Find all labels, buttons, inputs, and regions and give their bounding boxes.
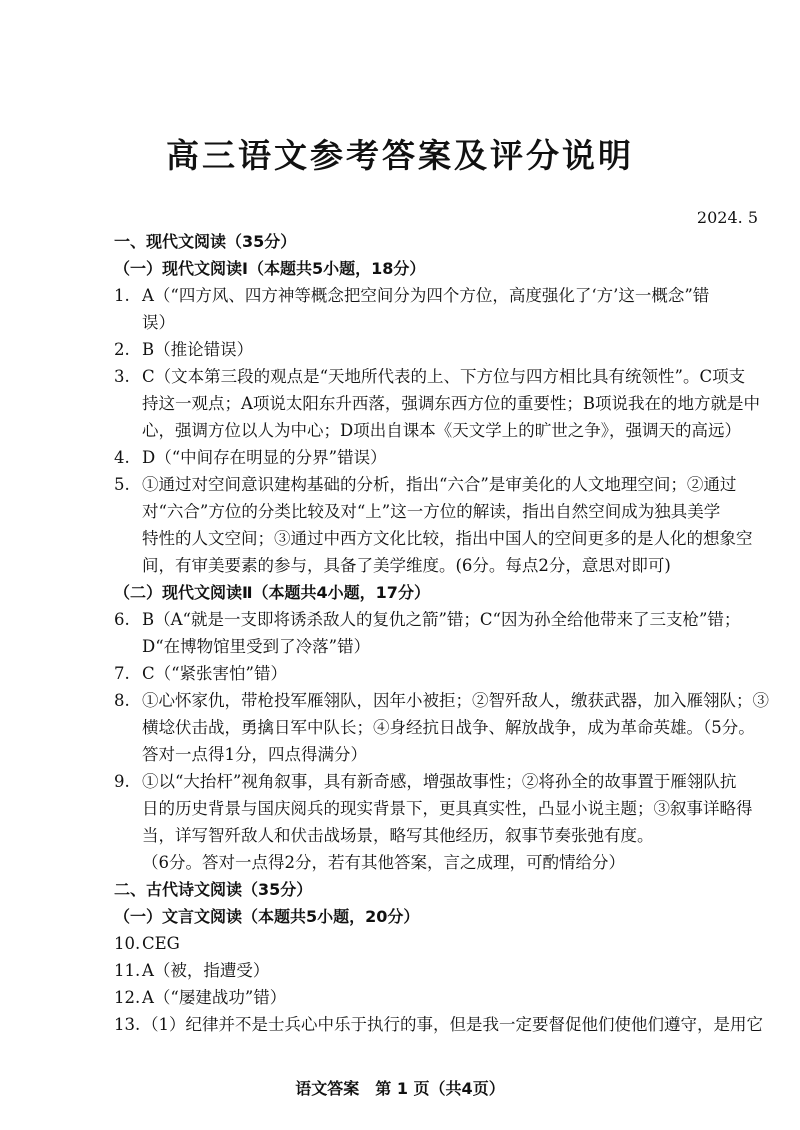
answer-item bbox=[114, 471, 790, 498]
item-text: B（推论错误） bbox=[142, 340, 254, 359]
item-number: 3. bbox=[114, 367, 130, 386]
item-text: A（被，指遭受） bbox=[142, 961, 270, 980]
answer-item bbox=[114, 768, 790, 795]
answer-continuation: 日的历史背景与国庆阅兵的现实背景下，更具真实性，凸显小说主题；③叙事详略得 bbox=[142, 799, 753, 818]
item-text: ①通过对空间意识建构基础的分析，指出“六合”是审美化的人文地理空间；②通过 bbox=[142, 475, 737, 494]
item-number: 12. bbox=[114, 988, 141, 1007]
answer-continuation: 对“六合”方位的分类比较及对“上”这一方位的解读，指出自然空间成为独具美学 bbox=[142, 502, 721, 521]
item-text: CEG bbox=[142, 934, 180, 953]
section-heading: 一、现代文阅读（35分） bbox=[114, 232, 297, 251]
answer-continuation: 持这一观点；A项说太阳东升西落，强调东西方位的重要性；B项说我在的地方就是中 bbox=[142, 394, 761, 413]
answer-continuation: D“在博物馆里受到了冷落”错） bbox=[142, 637, 371, 656]
answer-item bbox=[114, 957, 790, 984]
page-footer: 语文答案 第 1 页（共4页） bbox=[295, 1079, 505, 1098]
item-text: C（文本第三段的观点是“天地所代表的上、下方位与四方相比具有统领性”。C项支 bbox=[142, 367, 746, 386]
answer-continuation: 横埝伏击战，勇擒日军中队长；④身经抗日战争、解放战争，成为革命英雄。（5分。 bbox=[142, 718, 755, 737]
answer-item bbox=[114, 984, 790, 1011]
item-text: C（“紧张害怕”错） bbox=[142, 664, 287, 683]
answer-item bbox=[114, 363, 790, 390]
item-number: 13. bbox=[114, 1015, 141, 1034]
item-number: 9. bbox=[114, 772, 130, 791]
answer-item bbox=[114, 282, 790, 309]
answer-continuation: 间，有审美要素的参与，具备了美学维度。(6分。每点2分，意思对即可) bbox=[142, 556, 671, 575]
item-text: A（“屡建战功”错） bbox=[142, 988, 287, 1007]
answer-item bbox=[114, 687, 790, 714]
item-number: 8. bbox=[114, 691, 130, 710]
answer-continuation: 答对一点得1分，四点得满分） bbox=[142, 745, 367, 764]
answer-item bbox=[114, 930, 790, 957]
item-number: 4. bbox=[114, 448, 130, 467]
item-number: 2. bbox=[114, 340, 130, 359]
item-number: 7. bbox=[114, 664, 130, 683]
item-text: ①心怀家仇，带枪投军雁翎队，因年小被拒；②智歼敌人，缴获武器，加入雁翎队；③ bbox=[142, 691, 769, 710]
answer-item bbox=[114, 660, 790, 687]
item-text: A（“四方风、四方神等概念把空间分为四个方位，高度强化了‘方’这一概念”错 bbox=[142, 286, 710, 305]
item-number: 1. bbox=[114, 286, 130, 305]
item-text: （1）纪律并不是士兵心中乐于执行的事，但是我一定要督促他们使他们遵守，是用它 bbox=[142, 1015, 763, 1034]
answer-item bbox=[114, 444, 790, 471]
answer-continuation: 当，详写智歼敌人和伏击战场景，略写其他经历，叙事节奏张弛有度。 bbox=[142, 826, 654, 845]
item-text: D（“中间存在明显的分界”错误） bbox=[142, 448, 387, 467]
item-text: ①以“大抬杆”视角叙事，具有新奇感，增强故事性；②将孙全的故事置于雁翎队抗 bbox=[142, 772, 737, 791]
answer-continuation: 特性的人文空间；③通过中西方文化比较，指出中国人的空间更多的是人化的想象空 bbox=[142, 529, 753, 548]
item-text: B（A“就是一支即将诱杀敌人的复仇之箭”错；C“因为孙全给他带来了三支枪”错； bbox=[142, 610, 741, 629]
section-heading: （一）文言文阅读（本题共5小题，20分） bbox=[114, 907, 420, 926]
page-title: 高三语文参考答案及评分说明 bbox=[166, 136, 634, 175]
answer-item bbox=[114, 336, 790, 363]
section-heading: 二、古代诗文阅读（35分） bbox=[114, 880, 313, 899]
answer-item bbox=[114, 1011, 790, 1038]
answer-item bbox=[114, 606, 790, 633]
item-number: 11. bbox=[114, 961, 141, 980]
answer-continuation: （6分。答对一点得2分，若有其他答案，言之成理，可酌情给分） bbox=[142, 853, 625, 872]
answer-content bbox=[114, 228, 790, 1038]
item-number: 5. bbox=[114, 475, 130, 494]
item-number: 6. bbox=[114, 610, 130, 629]
exam-date: 2024. 5 bbox=[696, 208, 758, 227]
answer-continuation: 误） bbox=[142, 313, 175, 332]
section-heading: （二）现代文阅读Ⅱ（本题共4小题，17分） bbox=[114, 583, 430, 602]
answer-continuation: 心，强调方位以人为中心；D项出自课本《天文学上的旷世之争》，强调天的高远） bbox=[142, 421, 741, 440]
section-heading: （一）现代文阅读Ⅰ（本题共5小题，18分） bbox=[114, 259, 426, 278]
item-number: 10. bbox=[114, 934, 141, 953]
